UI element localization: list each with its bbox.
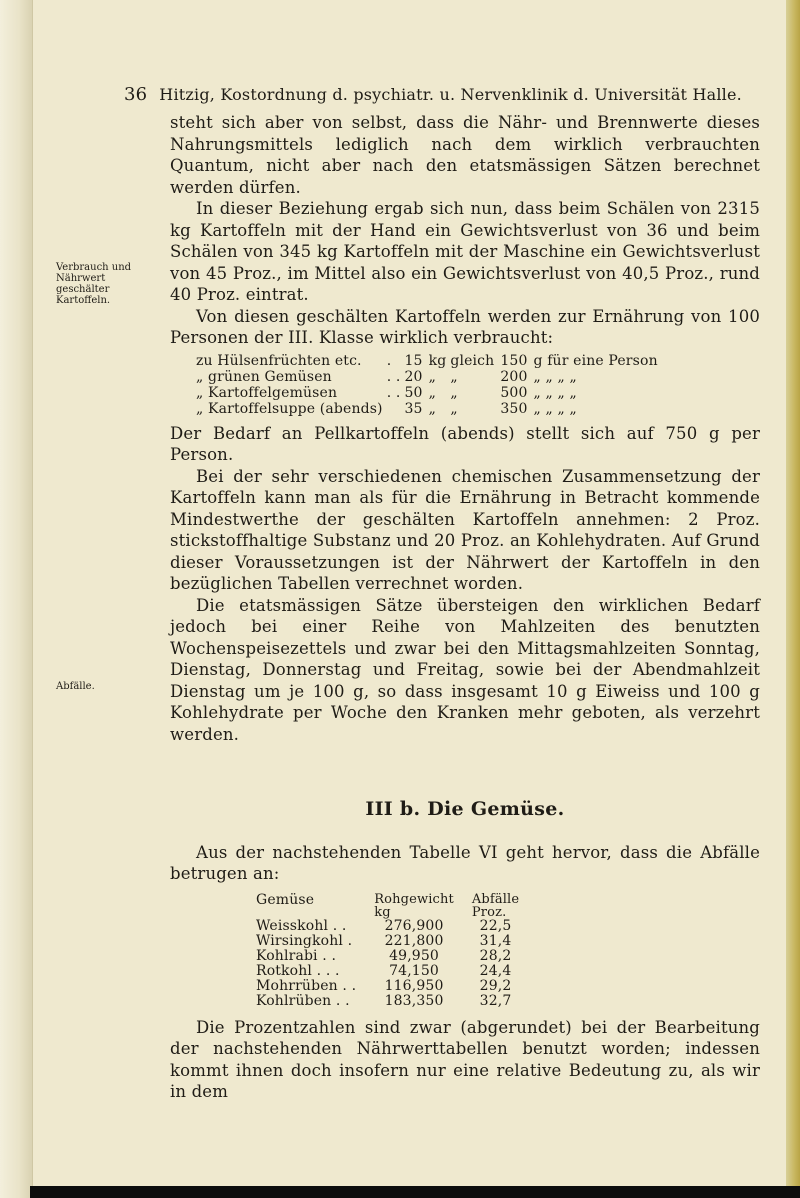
table-cell-grams: 200 <box>500 368 528 385</box>
running-header <box>124 84 744 105</box>
table-cell-per: „ „ „ „ <box>533 400 577 417</box>
table-cell-dots: . <box>386 352 392 369</box>
paragraph: Die etatsmässigen Sätze übersteigen den wirklichen Bedarf jedoch bei einer Reihe von Mahlzeiten des benutzten Wochenspeisezettels und zwar bei den Mittagsmahlzeiten Sonntag, Dienstag, Donnerstag und Freitag, sowie bei der Abendmahlzeit Dienstag um je 100 g, so dass insgesamt 10 g Eiweiss und 100 g Kohlehydrate per Woche den Kranken mehr geboten, als verzehrt werden. <box>170 595 760 744</box>
table-cell-grams: 500 <box>500 384 528 401</box>
table-cell-weight: 116,950 <box>384 977 444 994</box>
table-cell-weight: 49,950 <box>389 947 439 964</box>
paragraph: In dieser Beziehung ergab sich nun, dass beim Schälen von 2315 kg Kartoffeln mit der Hand ein Gewichtsverlust von 36 und beim Schälen von 345 kg Kartoffeln mit der Maschine ein Gewichtsverlust von 45 Proz., im Mittel also ein Gewichtsverlust von 40,5 Proz., rund 40 Proz. eintrat. <box>170 199 760 304</box>
paragraph: steht sich aber von selbst, dass die Nähr- und Brennwerte dieses Nahrungsmittels lediglich nach dem wirklich verbrauchten Quantum, nicht aber nach den etatsmässigen Sätzen berechnet werden dürfen. <box>170 113 760 197</box>
table-cell-name: Wirsingkohl . <box>256 932 353 949</box>
page-number: 36 <box>124 84 148 105</box>
vegetable-waste-table <box>256 893 537 1009</box>
potato-usage-table <box>196 353 662 417</box>
table-cell-weight: 74,150 <box>389 962 439 979</box>
table-cell-waste: 28,2 <box>479 947 512 964</box>
table-row <box>256 964 537 979</box>
table-row <box>256 979 537 994</box>
table-cell-dots: . . <box>386 368 401 385</box>
margin-note-waste: Abfälle. <box>56 681 95 692</box>
table-cell-unit: „ <box>428 368 437 385</box>
paragraph: Aus der nachstehenden Tabelle VI geht hervor, dass die Abfälle betrugen an: <box>170 842 760 883</box>
table-cell-unit: „ <box>428 400 437 417</box>
table-cell-dish: „ Kartoffelgemüsen <box>196 384 338 401</box>
table-cell-per: g für eine Person <box>533 352 658 369</box>
table-cell-dish: „ grünen Gemüsen <box>196 368 332 385</box>
margin-note-potatoes: Verbrauch und Nährwert geschälter Kartoffeln. <box>56 262 132 306</box>
table-cell-dish: zu Hülsenfrüchten etc. <box>196 352 362 369</box>
table-row <box>196 369 662 385</box>
table-cell-weight: 221,800 <box>384 932 444 949</box>
table-row <box>256 949 537 964</box>
page-edge <box>786 0 800 1198</box>
table-row <box>196 385 662 401</box>
section-title: III b. Die Gemüse. <box>365 798 565 820</box>
column-header-weight: Rohgewicht kg <box>374 891 454 920</box>
table-cell-dots: . . <box>386 384 401 401</box>
table-cell-eq: „ <box>450 400 458 417</box>
table-row <box>196 353 662 369</box>
table-cell-weight: 183,350 <box>384 992 444 1009</box>
column-header-waste: Abfälle Proz. <box>471 891 520 920</box>
running-title: Hitzig, Kostordnung d. psychiatr. u. Nervenklinik d. Universität Halle. <box>159 85 742 104</box>
table-row <box>196 401 662 417</box>
table-cell-name: Rotkohl . . . <box>256 962 340 979</box>
table-row <box>256 919 537 934</box>
table-cell-name: Mohrrüben . . <box>256 977 357 994</box>
table-row <box>256 934 537 949</box>
table-cell-amount: 50 <box>404 384 423 401</box>
table-cell-amount: 20 <box>404 368 423 385</box>
table-cell-waste: 29,2 <box>479 977 512 994</box>
table-cell-per: „ „ „ „ <box>533 384 577 401</box>
table-cell-amount: 35 <box>404 400 423 417</box>
paragraph: Der Bedarf an Pellkartoffeln (abends) stellt sich auf 750 g per Person. <box>170 423 760 464</box>
table-cell-unit: „ <box>428 384 437 401</box>
table-cell-name: Kohlrabi . . <box>256 947 337 964</box>
table-cell-eq: „ <box>450 384 458 401</box>
paragraph: Die Prozentzahlen sind zwar (abgerundet) bei der Bearbeitung der nachstehenden Nährwerttabellen benutzt worden; indessen kommt ihnen doch insofern nur eine relative Bedeutung zu, als wir in dem <box>170 1017 760 1101</box>
table-cell-eq: gleich <box>450 352 495 369</box>
table-cell-per: „ „ „ „ <box>533 368 577 385</box>
table-cell-dots <box>387 401 405 417</box>
table-cell-name: Weisskohl . . <box>256 917 347 934</box>
table-cell-amount: 15 <box>404 352 423 369</box>
table-cell-eq: „ <box>450 368 458 385</box>
table-cell-grams: 350 <box>500 400 528 417</box>
table-cell-waste: 32,7 <box>479 992 512 1009</box>
table-cell-waste: 24,4 <box>479 962 512 979</box>
paragraph: Bei der sehr verschiedenen chemischen Zusammensetzung der Kartoffeln kann man als für die Ernährung in Betracht kommende Mindestwerthe der geschälten Kartoffeln annehmen: 2 Proz. stickstoffhaltige Substanz und 20 Proz. an Kohlehydraten. Auf Grund dieser Voraussetzungen ist der Nährwert der Kartoffeln in den bezüglichen Tabellen verrechnet worden. <box>170 466 760 593</box>
table-cell-weight: 276,900 <box>384 917 444 934</box>
page-body <box>170 112 760 1103</box>
scan-bottom-edge <box>30 1186 800 1198</box>
column-header-vegetable: Gemüse <box>256 891 315 908</box>
table-cell-waste: 22,5 <box>479 917 512 934</box>
table-cell-dish: „ Kartoffelsuppe (abends) <box>196 400 383 417</box>
book-binding-edge <box>0 0 33 1198</box>
table-header-row <box>256 893 537 919</box>
table-cell-name: Kohlrüben . . <box>256 992 350 1009</box>
table-cell-unit: kg <box>428 352 447 369</box>
table-cell-grams: 150 <box>500 352 528 369</box>
table-cell-waste: 31,4 <box>479 932 512 949</box>
paragraph: Von diesen geschälten Kartoffeln werden zur Ernährung von 100 Personen der III. Klasse wirklich verbraucht: <box>170 306 760 347</box>
table-row <box>256 994 537 1009</box>
